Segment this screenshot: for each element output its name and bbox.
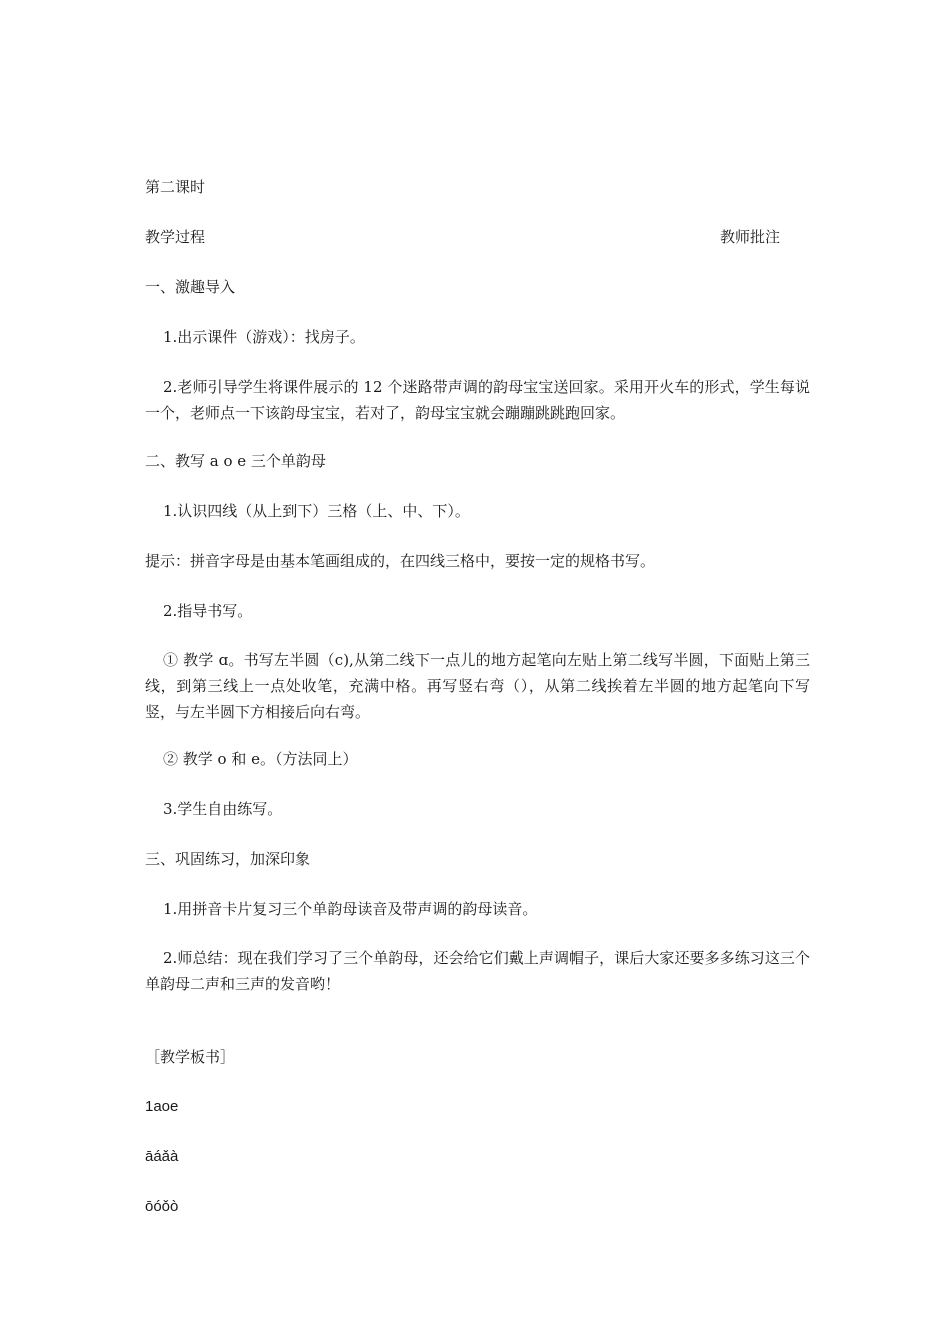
board-heading: ［教学板书］ xyxy=(145,1048,236,1066)
section1-item2: 2.老师引导学生将课件展示的 12 个迷路带声调的韵母宝宝送回家。采用开火车的形式，学生每说一个，老师点一下该韵母宝宝，若对了，韵母宝宝就会蹦蹦跳跳跑回家。 xyxy=(145,378,810,422)
process-heading: 教学过程 xyxy=(145,228,206,246)
teacher-notes-heading: 教师批注 xyxy=(719,228,780,246)
section2-sub1: ① 教学 ɑ。书写左半圆（c),从第二线下一点儿的地方起笔向左贴上第二线写半圆，下面贴上第三线，到第三线上一点处收笔，充满中格。再写竖右弯（），从第二线挨着左半圆的地方起笔向下写竖，与左半圆下方相接后向右弯。 xyxy=(145,651,810,721)
section2-sub2: ② 教学 o 和 e。（方法同上） xyxy=(163,750,358,768)
board-line-2: āáǎà xyxy=(145,1148,179,1165)
board-line-1: 1aoe xyxy=(145,1098,179,1115)
section2-item1: 1.认识四线（从上到下）三格（上、中、下）。 xyxy=(163,502,470,520)
board-line-3: ōóǒò xyxy=(145,1198,179,1215)
section3-heading: 三、巩固练习，加深印象 xyxy=(145,850,311,868)
section2-tip: 提示：拼音字母是由基本笔画组成的，在四线三格中，要按一定的规格书写。 xyxy=(145,552,656,570)
section2-item2: 2.指导书写。 xyxy=(163,602,253,620)
section1-item1: 1.出示课件（游戏）：找房子。 xyxy=(163,328,365,346)
lesson-title: 第二课时 xyxy=(145,178,206,196)
section2-heading: 二、教写 a o e 三个单韵母 xyxy=(145,452,326,470)
section1-heading: 一、激趣导入 xyxy=(145,278,236,296)
section3-item1: 1.用拼音卡片复习三个单韵母读音及带声调的韵母读音。 xyxy=(163,900,538,918)
section2-item3: 3.学生自由练写。 xyxy=(163,800,283,818)
section3-item2: 2.师总结：现在我们学习了三个单韵母，还会给它们戴上声调帽子，课后大家还要多多练习这三个单韵母二声和三声的发音哟！ xyxy=(145,949,810,993)
